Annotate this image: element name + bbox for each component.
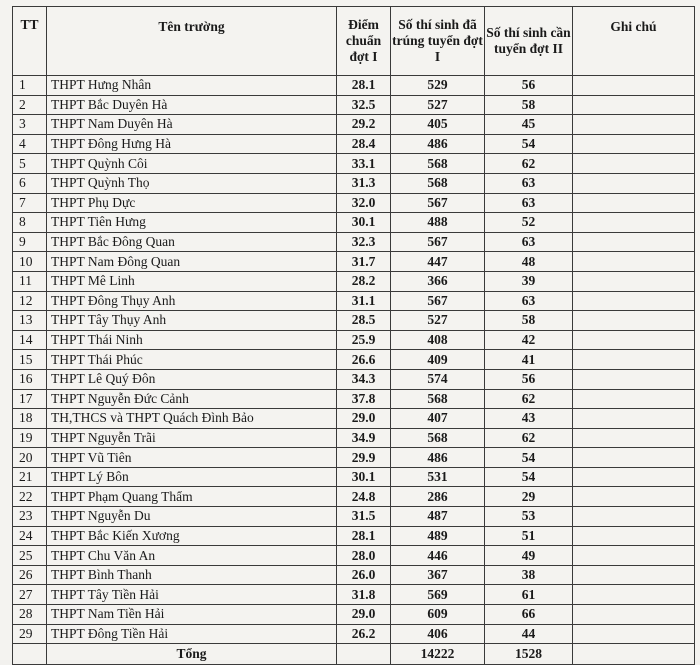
needed-count: 54 [485,448,573,468]
row-number: 12 [13,291,47,311]
note-cell [573,95,695,115]
school-name: THPT Chu Văn An [47,546,337,566]
needed-count: 62 [485,428,573,448]
table-row [13,467,695,487]
benchmark-score: 29.0 [337,409,391,429]
table-row [13,76,695,96]
total-score-cell [337,644,391,665]
admission-table [12,6,695,665]
total-admitted: 14222 [391,644,485,665]
benchmark-score: 32.0 [337,193,391,213]
row-number: 3 [13,115,47,135]
benchmark-score: 25.9 [337,330,391,350]
school-name: THPT Phụ Dực [47,193,337,213]
row-number: 7 [13,193,47,213]
row-number: 10 [13,252,47,272]
table-row [13,624,695,644]
needed-count: 43 [485,409,573,429]
needed-count: 54 [485,467,573,487]
needed-count: 61 [485,585,573,605]
table-row [13,565,695,585]
admitted-count: 486 [391,134,485,154]
school-name: THPT Đông Thụy Anh [47,291,337,311]
note-cell [573,252,695,272]
note-cell [573,76,695,96]
table-row [13,115,695,135]
note-cell [573,605,695,625]
note-cell [573,134,695,154]
school-name: THPT Thái Phúc [47,350,337,370]
table-row [13,232,695,252]
note-cell [573,193,695,213]
admitted-count: 489 [391,526,485,546]
admitted-count: 531 [391,467,485,487]
note-cell [573,154,695,174]
admitted-count: 609 [391,605,485,625]
header-needed: Số thí sinh cần tuyển đợt II [485,7,573,76]
table-row [13,330,695,350]
table-row [13,546,695,566]
row-number: 25 [13,546,47,566]
note-cell [573,115,695,135]
school-name: THPT Nguyễn Đức Cảnh [47,389,337,409]
table-row [13,448,695,468]
admitted-count: 407 [391,409,485,429]
benchmark-score: 28.1 [337,526,391,546]
benchmark-score: 28.4 [337,134,391,154]
school-name: THPT Quỳnh Thọ [47,173,337,193]
table-row [13,350,695,370]
table-row [13,311,695,331]
benchmark-score: 32.3 [337,232,391,252]
needed-count: 56 [485,369,573,389]
note-cell [573,467,695,487]
admitted-count: 286 [391,487,485,507]
row-number: 8 [13,213,47,233]
needed-count: 62 [485,389,573,409]
note-cell [573,213,695,233]
school-name: THPT Mê Linh [47,271,337,291]
row-number: 23 [13,507,47,527]
row-number: 26 [13,565,47,585]
table-body [13,76,695,644]
note-cell [573,585,695,605]
table-footer [13,644,695,665]
school-name: THPT Nam Đông Quan [47,252,337,272]
row-number: 22 [13,487,47,507]
admitted-count: 486 [391,448,485,468]
row-number: 9 [13,232,47,252]
benchmark-score: 24.8 [337,487,391,507]
benchmark-score: 33.1 [337,154,391,174]
admitted-count: 574 [391,369,485,389]
benchmark-score: 29.2 [337,115,391,135]
benchmark-score: 28.0 [337,546,391,566]
admitted-count: 529 [391,76,485,96]
benchmark-score: 28.5 [337,311,391,331]
note-cell [573,428,695,448]
needed-count: 58 [485,311,573,331]
table-row [13,291,695,311]
header-admitted: Số thí sinh đã trúng tuyển đợt I [391,7,485,76]
note-cell [573,487,695,507]
school-name: THPT Nam Tiền Hải [47,605,337,625]
note-cell [573,507,695,527]
admitted-count: 568 [391,428,485,448]
needed-count: 66 [485,605,573,625]
school-name: THPT Tây Tiền Hải [47,585,337,605]
table-row [13,252,695,272]
row-number: 14 [13,330,47,350]
needed-count: 29 [485,487,573,507]
row-number: 5 [13,154,47,174]
admitted-count: 487 [391,507,485,527]
total-label: Tổng [47,644,337,665]
admitted-count: 567 [391,291,485,311]
admitted-count: 406 [391,624,485,644]
table-row [13,193,695,213]
benchmark-score: 29.9 [337,448,391,468]
benchmark-score: 31.7 [337,252,391,272]
admitted-count: 408 [391,330,485,350]
school-name: THPT Lê Quý Đôn [47,369,337,389]
needed-count: 38 [485,565,573,585]
note-cell [573,232,695,252]
note-cell [573,291,695,311]
table-row [13,173,695,193]
row-number: 16 [13,369,47,389]
needed-count: 42 [485,330,573,350]
needed-count: 52 [485,213,573,233]
needed-count: 63 [485,173,573,193]
benchmark-score: 26.2 [337,624,391,644]
needed-count: 63 [485,291,573,311]
note-cell [573,624,695,644]
row-number: 2 [13,95,47,115]
benchmark-score: 31.3 [337,173,391,193]
total-needed: 1528 [485,644,573,665]
header-note: Ghi chú [573,7,695,76]
school-name: THPT Đông Hưng Hà [47,134,337,154]
table-row [13,134,695,154]
total-row [13,644,695,665]
table-row [13,95,695,115]
school-name: THPT Phạm Quang Thẩm [47,487,337,507]
table-row [13,428,695,448]
needed-count: 54 [485,134,573,154]
note-cell [573,526,695,546]
benchmark-score: 30.1 [337,213,391,233]
admitted-count: 568 [391,173,485,193]
school-name: THPT Bắc Kiến Xương [47,526,337,546]
note-cell [573,369,695,389]
table-row [13,605,695,625]
admitted-count: 447 [391,252,485,272]
note-cell [573,448,695,468]
row-number: 29 [13,624,47,644]
admitted-count: 568 [391,389,485,409]
row-number: 20 [13,448,47,468]
benchmark-score: 34.3 [337,369,391,389]
school-name: THPT Bắc Duyên Hà [47,95,337,115]
benchmark-score: 31.5 [337,507,391,527]
note-cell [573,271,695,291]
table-row [13,369,695,389]
benchmark-score: 37.8 [337,389,391,409]
benchmark-score: 26.0 [337,565,391,585]
note-cell [573,173,695,193]
note-cell [573,546,695,566]
header-tt: TT [13,7,47,76]
needed-count: 44 [485,624,573,644]
row-number: 19 [13,428,47,448]
admitted-count: 446 [391,546,485,566]
row-number: 15 [13,350,47,370]
needed-count: 62 [485,154,573,174]
school-name: THPT Tiên Hưng [47,213,337,233]
needed-count: 39 [485,271,573,291]
school-name: THPT Bình Thanh [47,565,337,585]
note-cell [573,330,695,350]
admitted-count: 527 [391,95,485,115]
admitted-count: 567 [391,193,485,213]
benchmark-score: 30.1 [337,467,391,487]
needed-count: 58 [485,95,573,115]
benchmark-score: 32.5 [337,95,391,115]
admitted-count: 567 [391,232,485,252]
admitted-count: 366 [391,271,485,291]
table-row [13,526,695,546]
admitted-count: 367 [391,565,485,585]
school-name: THPT Đông Tiền Hải [47,624,337,644]
admitted-count: 488 [391,213,485,233]
school-name: THPT Quỳnh Côi [47,154,337,174]
needed-count: 48 [485,252,573,272]
needed-count: 49 [485,546,573,566]
table-row [13,154,695,174]
note-cell [573,409,695,429]
row-number: 28 [13,605,47,625]
row-number: 21 [13,467,47,487]
table-row [13,487,695,507]
table-row [13,585,695,605]
benchmark-score: 26.6 [337,350,391,370]
benchmark-score: 29.0 [337,605,391,625]
note-cell [573,389,695,409]
school-name: THPT Thái Ninh [47,330,337,350]
admitted-count: 405 [391,115,485,135]
benchmark-score: 28.1 [337,76,391,96]
school-name: THPT Bắc Đông Quan [47,232,337,252]
row-number: 6 [13,173,47,193]
school-name: THPT Nam Duyên Hà [47,115,337,135]
header-score: Điểm chuẩn đợt I [337,7,391,76]
school-name: THPT Lý Bôn [47,467,337,487]
header-school: Tên trường [47,7,337,76]
benchmark-score: 31.8 [337,585,391,605]
table-row [13,271,695,291]
row-number: 27 [13,585,47,605]
row-number: 1 [13,76,47,96]
school-name: TH,THCS và THPT Quách Đình Bảo [47,409,337,429]
table-row [13,409,695,429]
school-name: THPT Nguyễn Trãi [47,428,337,448]
note-cell [573,311,695,331]
row-number: 11 [13,271,47,291]
note-cell [573,350,695,370]
school-name: THPT Vũ Tiên [47,448,337,468]
table-row [13,507,695,527]
table-row [13,213,695,233]
total-note-cell [573,644,695,665]
needed-count: 56 [485,76,573,96]
school-name: THPT Nguyễn Du [47,507,337,527]
note-cell [573,565,695,585]
needed-count: 53 [485,507,573,527]
benchmark-score: 31.1 [337,291,391,311]
table-row [13,389,695,409]
needed-count: 63 [485,193,573,213]
benchmark-score: 28.2 [337,271,391,291]
admitted-count: 568 [391,154,485,174]
admitted-count: 527 [391,311,485,331]
needed-count: 45 [485,115,573,135]
admitted-count: 409 [391,350,485,370]
benchmark-score: 34.9 [337,428,391,448]
row-number: 13 [13,311,47,331]
school-name: THPT Tây Thụy Anh [47,311,337,331]
needed-count: 63 [485,232,573,252]
row-number: 17 [13,389,47,409]
row-number: 18 [13,409,47,429]
needed-count: 51 [485,526,573,546]
school-name: THPT Hưng Nhân [47,76,337,96]
total-tt-cell [13,644,47,665]
needed-count: 41 [485,350,573,370]
table-header [13,7,695,76]
row-number: 24 [13,526,47,546]
row-number: 4 [13,134,47,154]
admitted-count: 569 [391,585,485,605]
